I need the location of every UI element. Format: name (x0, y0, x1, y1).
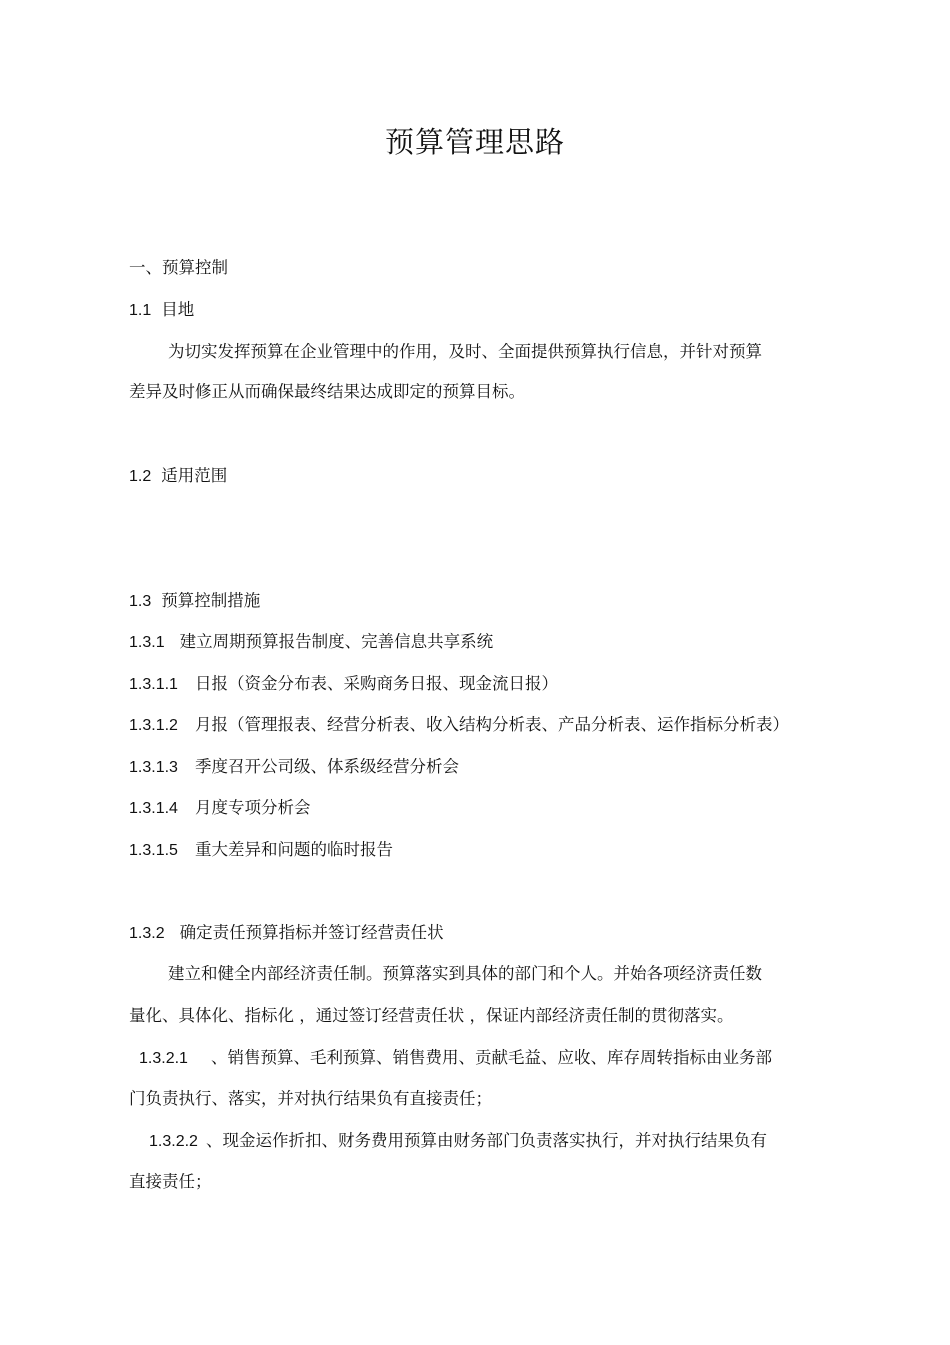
item-label: 月度专项分析会 (194, 798, 311, 817)
heading-number: 1.3 (129, 593, 152, 610)
heading-label: 建立周期预算报告制度、完善信息共享系统 (179, 632, 494, 651)
list-item-1-3-1-5 (129, 839, 393, 862)
item-label: 月报（管理报表、经营分析表、收入结构分析表、产品分析表、运作指标分析表） (194, 715, 789, 734)
list-item-1-3-2-2-continued: 直接责任； (129, 1172, 212, 1191)
heading-1-1 (129, 299, 194, 322)
paragraph-1-1-line-2: 差异及时修正从而确保最终结果达成即定的预算目标。 (129, 382, 525, 401)
item-label: 日报（资金分布表、采购商务日报、现金流日报） (194, 674, 558, 693)
item-label: 季度召开公司级、体系级经营分析会 (194, 757, 459, 776)
item-number: 1.3.1.5 (129, 842, 178, 859)
page-title: 预算管理思路 (384, 125, 565, 159)
item-label: 、现金运作折扣、财务费用预算由财务部门负责落实执行，并对执行结果负有 (205, 1131, 767, 1150)
item-label: 、销售预算、毛利预算、销售费用、贡献毛益、应收、库存周转指标由业务部 (210, 1048, 772, 1067)
heading-label: 目地 (161, 300, 195, 319)
item-number: 1.3.1.3 (129, 759, 178, 776)
heading-1-3 (129, 590, 260, 613)
paragraph-1-1-line-1: 为切实发挥预算在企业管理中的作用，及时、全面提供预算执行信息，并针对预算 (168, 342, 762, 361)
paragraph-1-3-2-line-2: 量化、具体化、指标化 ，通过签订经营责任状 ，保证内部经济责任制的贯彻落实。 (129, 1006, 734, 1025)
heading-label: 确定责任预算指标并签订经营责任状 (179, 923, 444, 942)
list-item-1-3-1-3 (129, 756, 459, 779)
heading-number: 1.3.1 (129, 634, 165, 651)
item-number: 1.3.2.2 (149, 1133, 198, 1150)
heading-number: 1.3.2 (129, 925, 165, 942)
item-number: 1.3.1.2 (129, 717, 178, 734)
heading-label: 预算控制措施 (161, 591, 261, 610)
list-item-1-3-2-1-continued: 门负责执行、落实，并对执行结果负有直接责任； (129, 1089, 492, 1108)
section-heading-1: 一、预算控制 (129, 258, 228, 277)
heading-1-3-1 (129, 631, 493, 654)
heading-number: 1.2 (129, 468, 152, 485)
heading-number: 1.1 (129, 302, 152, 319)
list-item-1-3-2-1 (139, 1047, 772, 1070)
heading-1-3-2 (129, 922, 444, 945)
paragraph-1-3-2-line-1: 建立和健全内部经济责任制。预算落实到具体的部门和个人。并始各项经济责任数 (168, 964, 762, 983)
item-label: 重大差异和问题的临时报告 (194, 840, 393, 859)
list-item-1-3-1-2 (129, 714, 789, 737)
item-number: 1.3.1.1 (129, 676, 178, 693)
heading-1-2 (129, 465, 227, 488)
item-number: 1.3.1.4 (129, 800, 178, 817)
list-item-1-3-1-1 (129, 673, 558, 696)
list-item-1-3-1-4 (129, 797, 310, 820)
heading-label: 适用范围 (161, 466, 228, 485)
list-item-1-3-2-2 (149, 1130, 767, 1153)
item-number: 1.3.2.1 (139, 1050, 188, 1067)
